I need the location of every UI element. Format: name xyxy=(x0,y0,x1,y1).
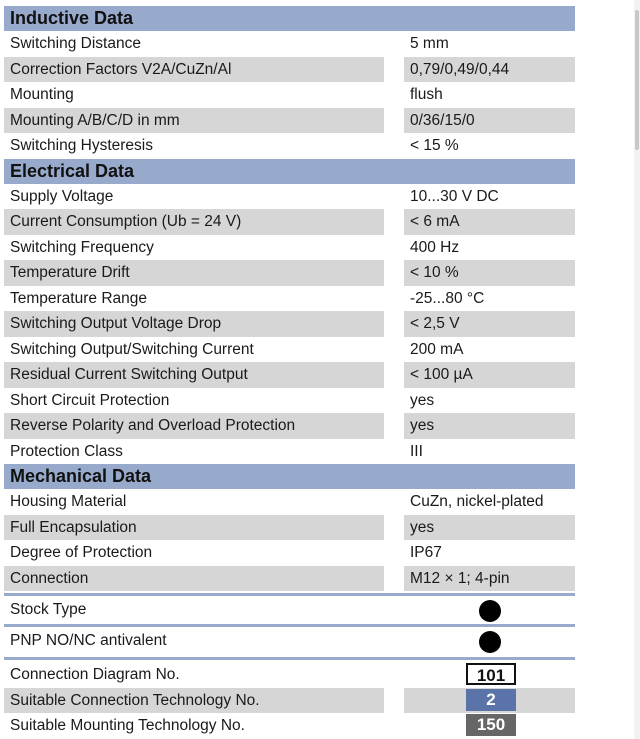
table-row xyxy=(4,413,575,439)
row-label: Protection Class xyxy=(10,442,123,460)
table-row xyxy=(4,260,575,286)
table-row xyxy=(4,82,575,108)
table-row xyxy=(4,286,575,312)
table-row xyxy=(4,566,575,592)
row-label: Residual Current Switching Output xyxy=(4,362,384,388)
filled-circle-icon xyxy=(479,631,501,653)
table-row xyxy=(4,235,575,261)
row-value: < 15 % xyxy=(410,137,459,154)
section-header-electrical: Electrical Data xyxy=(4,159,575,184)
row-label: Current Consumption (Ub = 24 V) xyxy=(4,209,384,235)
row-value: M12 × 1; 4-pin xyxy=(404,566,575,592)
row-label: Mounting xyxy=(10,86,74,103)
row-label: Stock Type xyxy=(10,601,87,618)
row-label: Suitable Connection Technology No. xyxy=(4,688,384,714)
scrollbar-thumb[interactable] xyxy=(635,10,639,150)
filled-circle-icon xyxy=(479,600,501,622)
indicator-row-pnp xyxy=(4,624,575,652)
row-label: Reverse Polarity and Overload Protection xyxy=(4,413,384,439)
row-label: Switching Hysteresis xyxy=(10,137,153,154)
table-row xyxy=(4,311,575,337)
row-label: Housing Material xyxy=(10,493,127,510)
row-label: Temperature Drift xyxy=(4,260,384,286)
table-row xyxy=(4,31,575,57)
row-value: CuZn, nickel-plated xyxy=(410,493,544,510)
row-value: -25...80 °C xyxy=(410,289,485,307)
row-value: 400 Hz xyxy=(410,238,460,256)
row-label: Switching Frequency xyxy=(10,238,154,256)
row-label: Connection Diagram No. xyxy=(10,666,180,683)
row-value: < 2,5 V xyxy=(404,311,575,337)
table-row xyxy=(4,688,575,714)
table-row xyxy=(4,515,575,541)
row-label: PNP NO/NC antivalent xyxy=(10,632,167,649)
datasheet xyxy=(4,6,575,739)
row-value: < 10 % xyxy=(404,260,575,286)
row-label: Connection xyxy=(4,566,384,592)
table-row xyxy=(4,57,575,83)
row-label: Suitable Mounting Technology No. xyxy=(10,717,245,734)
row-label: Supply Voltage xyxy=(10,187,114,205)
row-value: III xyxy=(410,442,423,460)
row-value: < 6 mA xyxy=(404,209,575,235)
table-row xyxy=(4,439,575,465)
row-value: yes xyxy=(404,515,575,541)
table-row xyxy=(4,713,575,739)
row-label: Short Circuit Protection xyxy=(10,391,170,409)
row-label: Correction Factors V2A/CuZn/Al xyxy=(4,57,384,83)
indicator-row-stock-type xyxy=(4,593,575,621)
row-label: Degree of Protection xyxy=(10,544,153,561)
row-value: 0,79/0,49/0,44 xyxy=(404,57,575,83)
row-label: Mounting A/B/C/D in mm xyxy=(4,108,384,134)
row-value: < 100 µA xyxy=(404,362,575,388)
table-row xyxy=(4,388,575,414)
row-label: Switching Output/Switching Current xyxy=(10,340,254,358)
table-row xyxy=(4,209,575,235)
section-header-mechanical: Mechanical Data xyxy=(4,464,575,489)
row-label: Switching Output Voltage Drop xyxy=(4,311,384,337)
connection-technology-number: 2 xyxy=(466,689,516,711)
row-label: Temperature Range xyxy=(10,289,147,307)
table-row xyxy=(4,662,575,688)
reference-rows xyxy=(4,657,575,739)
table-row xyxy=(4,362,575,388)
section-header-inductive: Inductive Data xyxy=(4,6,575,31)
table-row xyxy=(4,540,575,566)
table-row xyxy=(4,133,575,159)
vertical-scrollbar[interactable] xyxy=(634,0,640,739)
row-label: Full Encapsulation xyxy=(4,515,384,541)
row-value: yes xyxy=(404,413,575,439)
row-value: 200 mA xyxy=(410,340,464,358)
row-value: 5 mm xyxy=(410,35,449,52)
row-value: flush xyxy=(410,86,443,103)
row-value: 0/36/15/0 xyxy=(404,108,575,134)
table-row xyxy=(4,184,575,210)
row-value: yes xyxy=(410,391,435,409)
table-row xyxy=(4,337,575,363)
table-row xyxy=(4,489,575,515)
mounting-technology-number: 150 xyxy=(466,714,516,736)
row-value: IP67 xyxy=(410,544,442,561)
table-row xyxy=(4,108,575,134)
row-value: 10...30 V DC xyxy=(410,187,499,205)
connection-diagram-number: 101 xyxy=(466,663,516,685)
row-label: Switching Distance xyxy=(10,35,141,52)
